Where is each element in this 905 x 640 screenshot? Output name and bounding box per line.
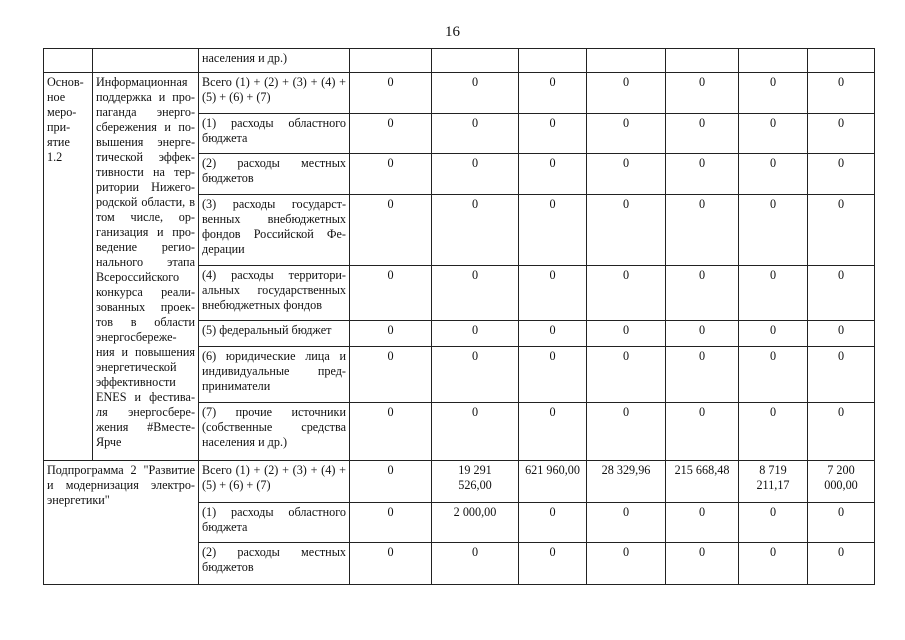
value-cell: 0 xyxy=(350,503,432,543)
subprogram-title-cell: Подпрограмма 2 "Развитие и модернизация электро-энергетики" xyxy=(44,461,199,585)
source-cell: (6) юридические лица и индивидуальные пред-приниматели xyxy=(199,347,350,403)
value-cell: 0 xyxy=(587,503,666,543)
value-cell: 0 xyxy=(350,321,432,347)
value-cell: 0 xyxy=(587,321,666,347)
event-title-cell: Информационная поддержка и про-паганда энерго-сбережения и по-вышения энерге-тической эффек-тивности на тер-ритории Нижего-родской области, в том числе, ор-ганизация и про-ведение регио-нального этапа Всероссийского конкурса реали-зованных проек-тов в области энергосбереже-ния и повышения энергетической эффективности ENES и фестива-ля энергосбере-жения #Вместе-Ярче xyxy=(93,73,199,461)
source-cell: (3) расходы государст-венных внебюджетных фондов Российской Фе-дерации xyxy=(199,195,350,266)
empty-cell xyxy=(587,49,666,73)
value-cell: 0 xyxy=(519,73,587,114)
value-cell: 0 xyxy=(739,73,808,114)
value-cell: 0 xyxy=(808,503,875,543)
value-cell: 0 xyxy=(519,195,587,266)
value-cell: 0 xyxy=(432,543,519,585)
value-cell: 28 329,96 xyxy=(587,461,666,503)
value-cell: 0 xyxy=(519,154,587,195)
empty-cell xyxy=(432,49,519,73)
empty-cell xyxy=(519,49,587,73)
empty-cell xyxy=(808,49,875,73)
value-cell: 0 xyxy=(432,114,519,154)
value-cell: 0 xyxy=(666,154,739,195)
value-cell: 0 xyxy=(432,73,519,114)
value-cell: 0 xyxy=(350,461,432,503)
value-cell: 0 xyxy=(666,347,739,403)
value-cell: 0 xyxy=(350,347,432,403)
value-cell: 7 200 000,00 xyxy=(808,461,875,503)
value-cell: 0 xyxy=(519,403,587,461)
value-cell: 0 xyxy=(350,195,432,266)
value-cell: 0 xyxy=(739,321,808,347)
value-cell: 0 xyxy=(519,503,587,543)
value-cell: 0 xyxy=(587,403,666,461)
value-cell: 0 xyxy=(519,321,587,347)
source-cell: (1) расходы областного бюджета xyxy=(199,114,350,154)
value-cell: 0 xyxy=(808,73,875,114)
value-cell: 0 xyxy=(587,73,666,114)
value-cell: 0 xyxy=(587,543,666,585)
value-cell: 0 xyxy=(666,543,739,585)
value-cell: 0 xyxy=(350,154,432,195)
source-cell: (2) расходы местных бюджетов xyxy=(199,154,350,195)
value-cell: 0 xyxy=(587,114,666,154)
value-cell: 0 xyxy=(808,266,875,321)
value-cell: 0 xyxy=(739,195,808,266)
value-cell: 0 xyxy=(587,195,666,266)
value-cell: 0 xyxy=(739,114,808,154)
value-cell: 0 xyxy=(808,347,875,403)
source-cell: (4) расходы территори-альных государственных внебюджетных фондов xyxy=(199,266,350,321)
page-number: 16 xyxy=(445,24,460,40)
value-cell: 0 xyxy=(350,114,432,154)
value-cell: 0 xyxy=(519,543,587,585)
empty-cell xyxy=(93,49,199,73)
value-cell: 0 xyxy=(587,347,666,403)
table-row xyxy=(44,49,875,73)
value-cell: 0 xyxy=(350,266,432,321)
value-cell: 0 xyxy=(350,73,432,114)
budget-table xyxy=(43,48,875,585)
source-cell: (5) федеральный бюджет xyxy=(199,321,350,347)
value-cell: 0 xyxy=(519,114,587,154)
source-cell: (2) расходы местных бюджетов xyxy=(199,543,350,585)
value-cell: 0 xyxy=(519,266,587,321)
empty-cell xyxy=(350,49,432,73)
value-cell: 0 xyxy=(666,403,739,461)
source-cell: Всего (1) + (2) + (3) + (4) + (5) + (6) + (7) xyxy=(199,73,350,114)
value-cell: 0 xyxy=(350,543,432,585)
source-cell: населения и др.) xyxy=(199,49,350,73)
value-cell: 0 xyxy=(666,195,739,266)
value-cell: 0 xyxy=(587,154,666,195)
value-cell: 0 xyxy=(666,266,739,321)
table-body xyxy=(44,49,875,585)
value-cell: 2 000,00 xyxy=(432,503,519,543)
event-code-cell: Основ- ное меро- при- ятие 1.2 xyxy=(44,73,93,461)
value-cell: 0 xyxy=(739,154,808,195)
value-cell: 0 xyxy=(432,195,519,266)
empty-cell xyxy=(666,49,739,73)
value-cell: 0 xyxy=(666,114,739,154)
value-cell: 621 960,00 xyxy=(519,461,587,503)
value-cell: 0 xyxy=(432,266,519,321)
value-cell: 0 xyxy=(432,347,519,403)
value-cell: 0 xyxy=(739,347,808,403)
empty-cell xyxy=(44,49,93,73)
value-cell: 0 xyxy=(587,266,666,321)
value-cell: 0 xyxy=(808,195,875,266)
source-cell: (1) расходы областного бюджета xyxy=(199,503,350,543)
source-cell: Всего (1) + (2) + (3) + (4) + (5) + (6) + (7) xyxy=(199,461,350,503)
value-cell: 215 668,48 xyxy=(666,461,739,503)
value-cell: 0 xyxy=(739,503,808,543)
value-cell: 0 xyxy=(666,73,739,114)
value-cell: 0 xyxy=(432,321,519,347)
value-cell: 0 xyxy=(519,347,587,403)
value-cell: 0 xyxy=(350,403,432,461)
value-cell: 0 xyxy=(666,503,739,543)
value-cell: 0 xyxy=(808,114,875,154)
empty-cell xyxy=(739,49,808,73)
table-row xyxy=(44,73,875,114)
value-cell: 0 xyxy=(739,403,808,461)
value-cell: 8 719 211,17 xyxy=(739,461,808,503)
value-cell: 0 xyxy=(808,321,875,347)
value-cell: 0 xyxy=(666,321,739,347)
value-cell: 19 291 526,00 xyxy=(432,461,519,503)
source-cell: (7) прочие источники (собственные средства населения и др.) xyxy=(199,403,350,461)
value-cell: 0 xyxy=(808,403,875,461)
value-cell: 0 xyxy=(808,543,875,585)
table-row xyxy=(44,461,875,503)
value-cell: 0 xyxy=(432,403,519,461)
value-cell: 0 xyxy=(739,266,808,321)
value-cell: 0 xyxy=(432,154,519,195)
value-cell: 0 xyxy=(739,543,808,585)
value-cell: 0 xyxy=(808,154,875,195)
